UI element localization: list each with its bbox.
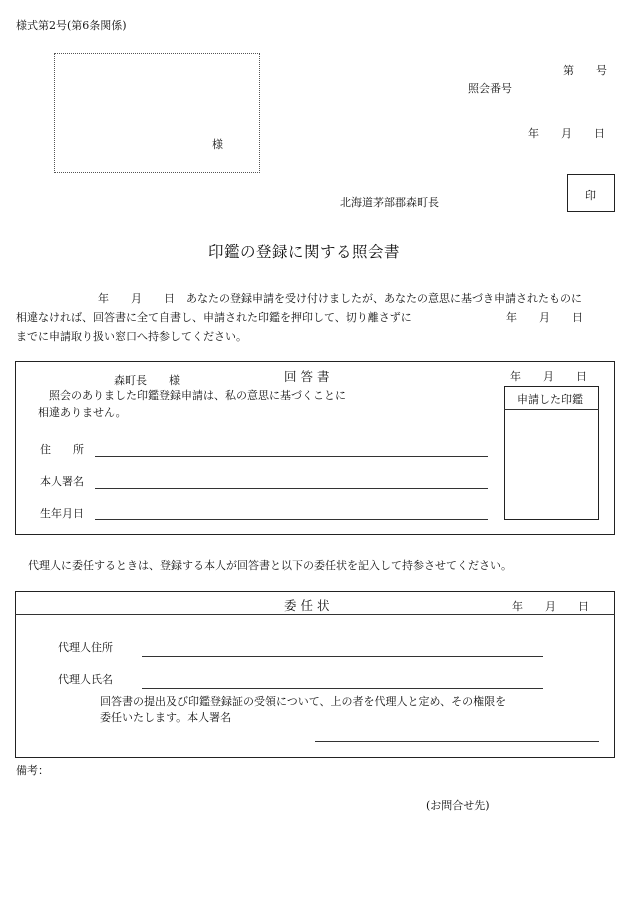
addressee-suffix: 様 — [212, 138, 223, 151]
address-line[interactable] — [95, 456, 488, 457]
signature-line[interactable] — [95, 488, 488, 489]
address-label: 住 所 — [40, 443, 84, 456]
signature-label: 本人署名 — [40, 475, 84, 488]
proxy-address-label: 代理人住所 — [58, 641, 113, 654]
proxy-note: 代理人に委任するときは、登録する本人が回答書と以下の委任状を記入して持参させてください。 — [28, 559, 512, 572]
delegation-text-1: 回答書の提出及び印鑑登録証の受領について、上の者を代理人と定め、その権限を — [100, 695, 507, 708]
remarks-label: 備考： — [16, 764, 49, 777]
answer-statement-1: 照会のありました印鑑登録申請は、私の意思に基づくことに — [49, 389, 346, 402]
issuer: 北海道茅部郡森町長 — [340, 196, 439, 209]
answer-addressee: 森町長 様 — [114, 374, 180, 387]
delegation-date: 年 月 日 — [512, 600, 589, 613]
answer-date: 年 月 日 — [510, 370, 587, 383]
seal-box-divider — [504, 409, 599, 410]
delegation-title: 委 任 状 — [284, 598, 330, 613]
inquiry-number-label: 照会番号 — [468, 82, 512, 95]
intro-line-1: 年 月 日 あなたの登録申請を受け付けましたが、あなたの意思に基づき申請されたものに — [98, 292, 582, 305]
form-number: 様式第2号(第6条関係) — [16, 19, 127, 32]
delegation-text-2: 委任いたします。本人署名 — [100, 711, 232, 724]
intro-line-3: までに申請取り扱い窓口へ持参してください。 — [16, 330, 247, 343]
answer-title: 回 答 書 — [284, 369, 330, 384]
document-title: 印鑑の登録に関する照会書 — [208, 243, 401, 261]
birthdate-label: 生年月日 — [40, 507, 84, 520]
issue-date: 年 月 日 — [528, 127, 605, 140]
intro-line-2: 相違なければ、回答書に全て自書し、申請された印鑑を押印して、切り離さずに — [16, 311, 412, 324]
document-number: 第 号 — [563, 64, 607, 77]
principal-signature-line[interactable] — [315, 741, 599, 742]
birthdate-line[interactable] — [95, 519, 488, 520]
addressee-box — [54, 53, 260, 173]
intro-deadline-date: 年 月 日 — [506, 311, 583, 324]
applied-seal-label: 申請した印鑑 — [517, 393, 583, 406]
seal-label: 印 — [585, 189, 596, 202]
proxy-name-line[interactable] — [142, 688, 543, 689]
proxy-address-line[interactable] — [142, 656, 543, 657]
official-seal-box — [567, 174, 615, 212]
answer-statement-2: 相違ありません。 — [38, 406, 127, 419]
delegation-header-divider — [15, 614, 615, 615]
contact-label: (お問合せ先) — [426, 799, 490, 812]
proxy-name-label: 代理人氏名 — [58, 673, 113, 686]
